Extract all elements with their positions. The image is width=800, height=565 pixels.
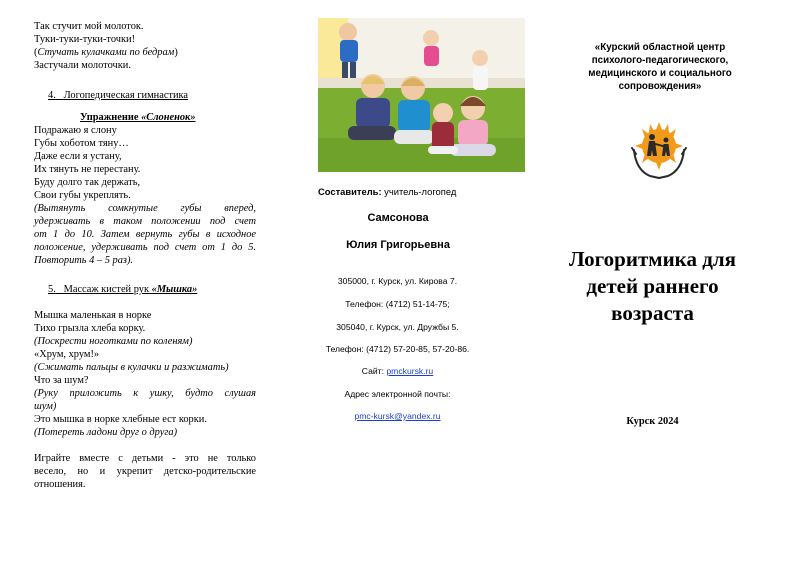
closing-text: отношения. [34,479,86,490]
paren-open: ( [34,47,38,58]
elephant-instruction: удерживать в таком положении под счет [34,216,256,227]
mouse-line: Мышка маленькая в норке [34,310,152,321]
site-link[interactable]: pmckursk.ru [386,366,434,376]
org-line: сопровождения» [618,81,702,92]
address-line: 305040, г. Курск, ул. Дружбы 5. [336,322,459,332]
elephant-instruction: Повторить 4 – 5 раз). [34,255,134,266]
mouse-instruction: шум) [34,401,57,412]
sun-hands-family-logo [626,120,692,186]
poem-note [34,47,178,59]
email-label: Адрес электронной почты: [344,389,451,399]
compiler-name: Юлия Григорьевна [346,239,450,251]
section-number: 4. [48,90,56,101]
email-link[interactable]: pmc-kursk@yandex.ru [354,411,441,421]
section-title: Логопедическая гимнастика [63,90,189,101]
mouse-line: (Поскрести ноготками по коленям) [34,336,193,347]
section-5-heading [48,284,197,296]
email-line [300,411,495,421]
compiler-role: учитель-логопед [381,186,457,197]
poem-line: Так стучит мой молоток. [34,21,144,32]
mouse-line: Тихо грызла хлеба корку. [34,323,146,334]
elephant-instruction: (Вытянуть сомкнутые губы вперед, [34,203,256,214]
exercise-prefix: Упражнение [80,112,142,123]
site-label: Сайт: [361,366,387,376]
elephant-line: Даже если я устану, [34,151,122,162]
site-line [300,366,495,376]
children-photo [318,18,525,172]
elephant-line: Их тянуть не перестану. [34,164,141,175]
mouse-line: (Сжимать пальцы в кулачки и разжимать) [34,362,229,373]
city-year: Курск 2024 [626,416,679,427]
elephant-line: Подражаю я слону [34,125,117,136]
org-line: медицинского и социального [588,68,732,79]
poem-line: Застучали молоточки. [34,60,131,71]
exercise-title [80,112,196,124]
mouse-instruction: (Руку приложить к ушку, будто слушая [34,388,256,399]
closing-text: Играйте вместе с детьми - это не только [34,453,256,464]
mouse-line: Что за шум? [34,375,89,386]
elephant-line: Свои губы укреплять. [34,190,131,201]
compiler-label: Составитель: [318,186,382,197]
elephant-instruction: положение, удерживать под счет от 1 до 5. [34,242,256,253]
elephant-line: Буду долго так держать, [34,177,141,188]
section-name: «Мышка» [151,284,198,295]
logo-icon [626,120,692,186]
title-line: детей раннего [586,274,719,298]
closing-text: весело, но и укрепит детско-родительские [34,466,256,477]
org-line: «Курский областной центр [594,42,726,53]
mouse-line: «Хрум, хрум!» [34,349,100,360]
mouse-line: (Потереть ладони друг о друга) [34,427,178,438]
address-line: 305000, г. Курск, ул. Кирова 7. [337,276,458,286]
phone-line: Телефон: (4712) 57-20-85, 57-20-86. [325,344,470,354]
section-4-heading [48,90,188,102]
title-line: Логоритмика для [569,247,736,271]
org-line: психолого-педагогического, [591,55,729,66]
elephant-instruction: от 1 до 10. Затем вернуть губы в исходное [34,229,256,240]
phone-line: Телефон: (4712) 51-14-75; [345,299,450,309]
mouse-line: Это мышка в норке хлебные ест корки. [34,414,207,425]
section-number: 5. [48,284,56,295]
children-photo-illustration [318,18,525,172]
brochure-title [545,246,760,327]
exercise-name: «Слоненок» [141,112,196,123]
organization-name [565,41,755,93]
paren-close: ) [174,47,178,58]
section-title: Массаж кистей рук [63,284,152,295]
compiler-surname: Самсонова [367,212,429,224]
poem-note-text: Стучать кулачками по бедрам [37,47,175,58]
elephant-line: Губы хоботом тяну… [34,138,129,149]
poem-line: Туки-туки-туки-точки! [34,34,136,45]
compiler-line [318,186,458,197]
title-line: возраста [611,301,694,325]
